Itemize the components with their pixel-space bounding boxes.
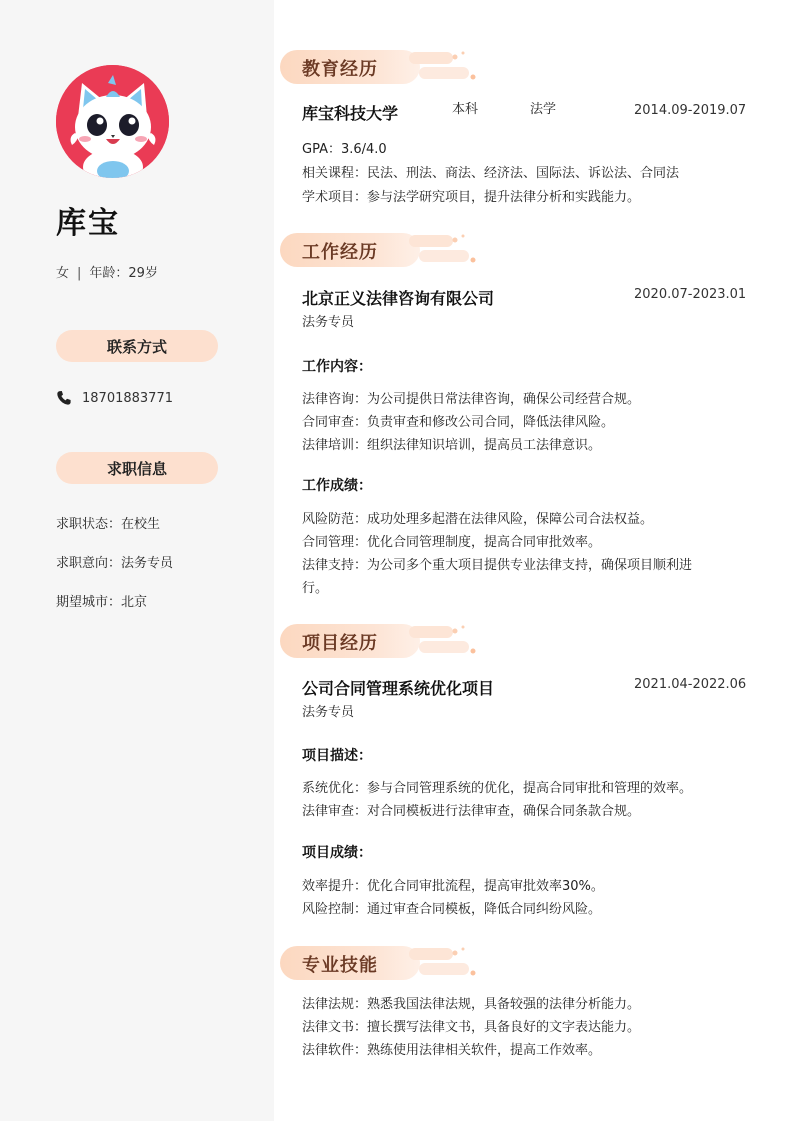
work-period: 2020.07-2023.01	[634, 287, 747, 302]
sidebar	[0, 0, 274, 1121]
bubble-decoration-icon	[405, 230, 480, 270]
skill-line: 法律法规：熟悉我国法律法规，具备较强的法律分析能力。	[302, 997, 641, 1012]
company-name: 北京正义法律咨询有限公司	[302, 289, 495, 308]
job-intent: 求职意向：法务专员	[56, 556, 174, 571]
work-role: 法务专员	[302, 315, 355, 330]
work-achievement-line: 法律支持：为公司多个重大项目提供专业法律支持，确保项目顺利进	[302, 558, 693, 573]
project-result-line: 效率提升：优化合同审批流程，提高审批效率30%。	[302, 879, 604, 894]
separator: |	[77, 266, 82, 281]
education-period: 2014.09-2019.07	[634, 103, 747, 118]
bubble-decoration-icon	[405, 47, 480, 87]
skills-section-header	[280, 946, 480, 982]
work-achievement-line: 合同管理：优化合同管理制度，提高合同审批效率。	[302, 535, 602, 550]
cat-mascot-icon	[56, 65, 169, 178]
project-result-line: 风险控制：通过审查合同模板，降低合同纠纷风险。	[302, 902, 602, 917]
phone-row	[56, 390, 173, 406]
major: 法学	[530, 102, 557, 117]
education-academic: 学术项目：参与法学研究项目，提升法律分析和实践能力。	[302, 190, 641, 205]
project-result-title: 项目成绩：	[302, 845, 372, 861]
bubble-decoration-icon	[405, 943, 480, 983]
work-achievement-line: 风险防范：成功处理多起潜在法律风险，保障公司合法权益。	[302, 512, 654, 527]
school-name: 库宝科技大学	[302, 104, 399, 123]
phone-icon	[56, 390, 72, 406]
bubble-decoration-icon	[405, 621, 480, 661]
project-desc-line: 系统优化：参与合同管理系统的优化，提高合同审批和管理的效率。	[302, 781, 693, 796]
project-section-header	[280, 624, 480, 660]
education-title: 教育经历	[302, 59, 378, 80]
skill-line: 法律软件：熟练使用法律相关软件，提高工作效率。	[302, 1043, 602, 1058]
work-title: 工作经历	[302, 242, 378, 263]
candidate-name: 库宝	[56, 206, 120, 241]
work-achievement-title: 工作成绩：	[302, 478, 372, 494]
work-content-line: 法律咨询：为公司提供日常法律咨询，确保公司经营合规。	[302, 392, 641, 407]
job-status: 求职状态：在校生	[56, 517, 161, 532]
education-gpa: GPA：3.6/4.0	[302, 142, 387, 157]
phone-number: 18701883771	[82, 390, 173, 406]
project-desc-title: 项目描述：	[302, 748, 372, 764]
education-courses: 相关课程：民法、刑法、商法、经济法、国际法、诉讼法、合同法	[302, 166, 680, 181]
job-intent-section-title: 求职信息	[56, 452, 218, 484]
contact-section-title: 联系方式	[56, 330, 218, 362]
age: 年龄：29岁	[89, 266, 158, 281]
work-content-line: 法律培训：组织法律知识培训，提高员工法律意识。	[302, 438, 602, 453]
work-achievement-line: 行。	[302, 581, 329, 596]
expected-city: 期望城市：北京	[56, 595, 148, 610]
work-section-header	[280, 233, 480, 269]
basic-info	[56, 262, 158, 281]
project-period: 2021.04-2022.06	[634, 677, 747, 692]
gender: 女	[56, 266, 70, 281]
project-title: 项目经历	[302, 633, 378, 654]
project-role: 法务专员	[302, 705, 355, 720]
skills-title: 专业技能	[302, 955, 378, 976]
project-name: 公司合同管理系统优化项目	[302, 679, 495, 698]
project-desc-line: 法律审查：对合同模板进行法律审查，确保合同条款合规。	[302, 804, 641, 819]
work-content-line: 合同审查：负责审查和修改公司合同，降低法律风险。	[302, 415, 615, 430]
work-content-title: 工作内容：	[302, 359, 372, 375]
skill-line: 法律文书：擅长撰写法律文书，具备良好的文字表达能力。	[302, 1020, 641, 1035]
degree: 本科	[452, 102, 479, 117]
avatar	[56, 65, 169, 178]
education-section-header	[280, 50, 480, 86]
